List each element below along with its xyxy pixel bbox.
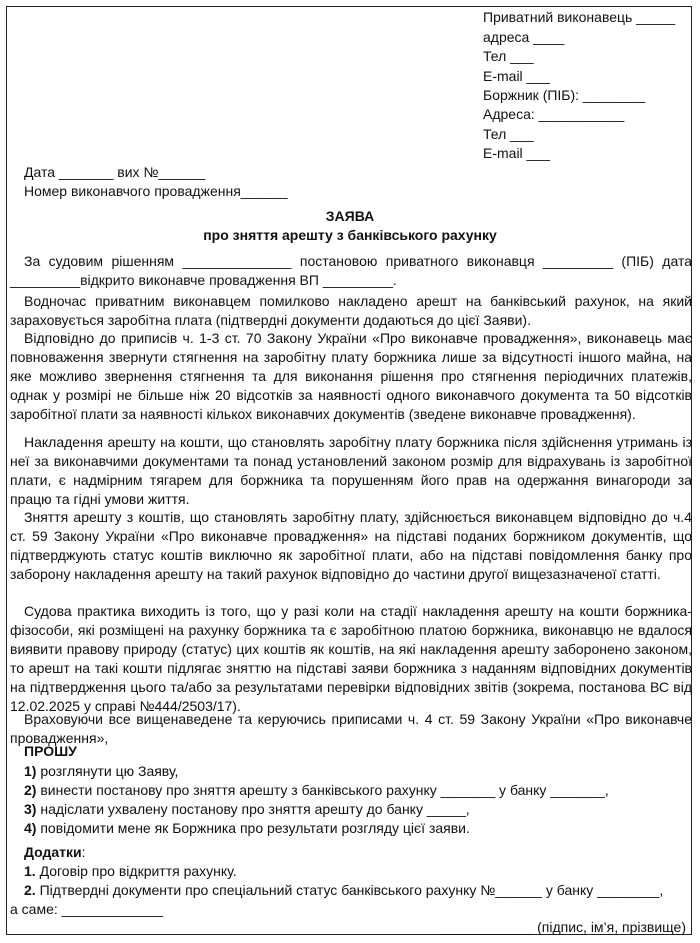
request-item-text: розглянути цю Заяву, [36,763,179,779]
paragraph-7: Враховуючи все вищенаведене та керуючись приписами ч. 4 ст. 59 Закону України «Про виконавче провадження», [10,711,692,746]
paragraph-5: Зняття арешту з коштів, що становлять заробітну плату, здійснюється виконавцем відповідно до ч.4 ст. 59 Закону України «Про виконавче провадження» на підставі поданих боржником документів, що підтверджують статус коштів виключно як заробітної плати, або на підставі повідомлення банку про заборону накладення арешту на такий рахунок відповідно до частини другої вищезазначеної статті. [10,509,692,582]
request-item-number: 1) [24,763,37,779]
request-item-number: 4) [24,820,37,836]
request-item-number: 2) [24,782,37,798]
request-item-text: надіслати ухвалену постанову про зняття арешту до банку _____, [36,801,470,817]
date-line: Дата _______ вих №______ [24,164,206,180]
paragraph-2: Водночас приватним виконавцем помилково накладено арешт на банківський рахунок, на який зараховується заробітна плата (підтвердні документи додаються до цієї Заяви). [10,293,692,328]
request-item-1 [24,762,178,781]
request-heading: ПРОШУ [24,743,77,759]
attachments-heading-colon: : [81,844,86,860]
request-item-text: винести постанову про зняття арешту з банківського рахунку _______ у банку _______, [36,782,609,798]
request-item-2 [24,781,609,800]
paragraph-1-line-1: За судовим рішенням ______________ постановою приватного виконавця _________ (ПІБ) дата [24,253,692,269]
request-item-number: 3) [24,801,37,817]
header-line-address: адреса ____ [483,29,565,45]
document-title: ЗАЯВА [325,208,375,224]
case-number-line: Номер виконавчого провадження______ [24,183,288,199]
attachments-heading-label: Додатки [24,844,82,860]
paragraph-1-line-2: _________відкрито виконавче провадження ВП _________. [10,272,397,288]
paragraph-6: Судова практика виходить із того, що у разі коли на стадії накладення арешту на кошти боржника-фізособи, які розміщені на рахунку боржника та є заробітною платою боржника, виконавцю не вдалося виявити правову природу (статус) цих коштів як коштів, на які накладення арешту заборонено законом, то арешт на такі кошти підлягає зняттю на підставі заяви боржника з наданням відповідних документів на підтвердження цього та/або за результатами перевірки відповідних звітів (зокрема, постанова ВС від 12.02.2025 у справі №444/2503/17). [10,603,692,714]
document-subtitle: про зняття арешту з банківського рахунку [203,227,497,243]
header-line-executor: Приватний виконавець _____ [483,9,676,25]
header-line-debtor: Боржник (ПІБ): ________ [483,87,646,103]
attachment-item-number: 2. [24,882,36,898]
request-item-4 [24,819,470,838]
attachment-item-text: Договір про відкриття рахунку. [35,863,237,879]
paragraph-3: Відповідно до приписів ч. 1-3 ст. 70 Закону України «Про виконавче провадження», виконавець має повноваження звернути стягнення на заробітну плату боржника лише за відсутності іншого майна, на яке можливо звернення стягнення та для виконання рішення про стягнення періодичних платежів, однак у розмірі не більше ніж 20 відсотків за наявності одного виконавчого документа та 50 відсотків заробітної плати за наявності кількох виконавчих документів (зведене виконавче провадження). [10,330,692,422]
header-line-email: E-mail ___ [483,68,550,84]
request-item-text: повідомити мене як Боржника про результати розгляду цієї заяви. [36,820,470,836]
attachment-item-2 [24,881,663,900]
attachment-item-text: Підтвердні документи про спеціальний статус банківського рахунку №______ у банку ________, [35,882,664,898]
header-line-debtor-phone: Тел ___ [483,126,534,142]
signature-line: ____________ (підпис, ім’я, прізвище) [439,919,686,935]
attachment-details-line: а саме: _____________ [10,901,163,917]
header-line-debtor-address: Адреса: ___________ [483,106,625,122]
attachment-item-1 [24,862,237,881]
attachment-item-number: 1. [24,863,36,879]
header-line-phone: Тел ___ [483,48,534,64]
request-item-3 [24,800,470,819]
attachments-heading [24,843,86,862]
paragraph-4: Накладення арешту на кошти, що становлять заробітну плату боржника після здійснення утримань із неї за виконавчими документами та понад установлений законом розмір для відрахувань із заробітної плати, є надмірним тягарем для боржника та порушенням його прав на одержання винагороди за працю та гідні умови життя. [10,434,692,507]
header-line-debtor-email: E-mail ___ [483,145,550,161]
